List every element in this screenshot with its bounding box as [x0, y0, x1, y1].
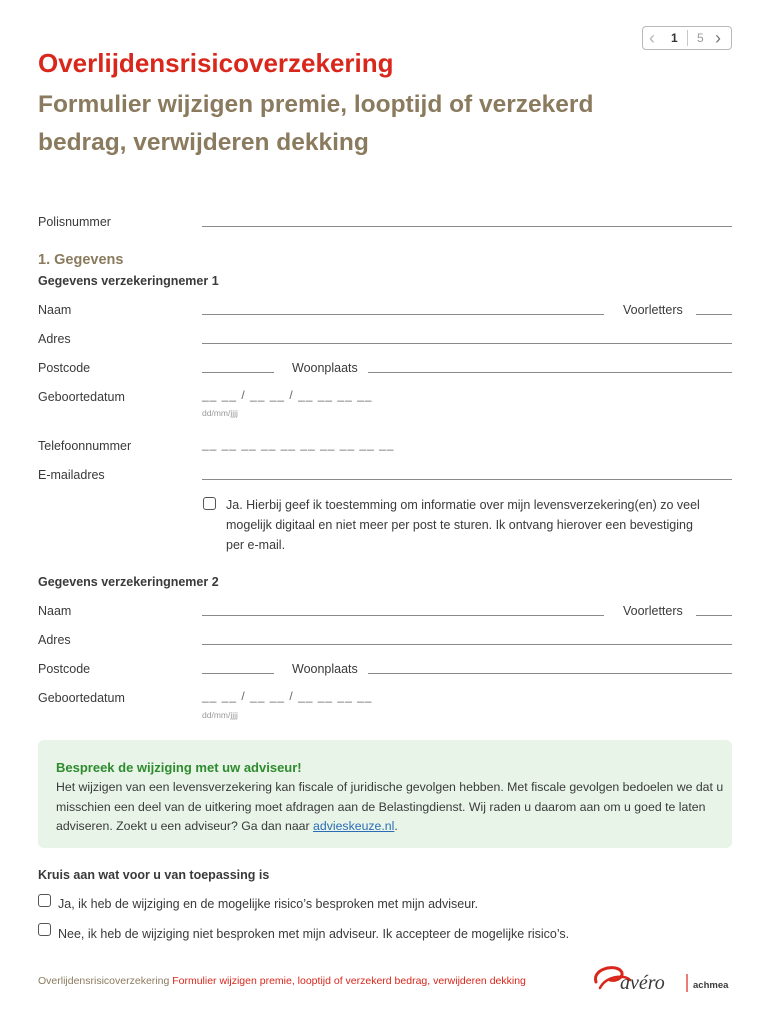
option-yes-checkbox[interactable] [38, 894, 51, 907]
vn2-geboortedatum-label: Geboortedatum [38, 691, 125, 705]
vn1-heading: Gegevens verzekeringnemer 1 [38, 274, 219, 288]
total-pages: 5 [697, 31, 704, 45]
vn1-woonplaats-field[interactable] [368, 372, 732, 373]
vn2-voorletters-label: Voorletters [623, 604, 683, 618]
option-no-checkbox[interactable] [38, 923, 51, 936]
vn1-email-field[interactable] [202, 479, 732, 480]
consent-checkbox[interactable] [203, 497, 216, 510]
vn1-voorletters-field[interactable] [696, 314, 732, 315]
vn1-voorletters-label: Voorletters [623, 303, 683, 317]
avero-achmea-logo [590, 960, 736, 1000]
vn2-naam-label: Naam [38, 604, 72, 618]
vn1-naam-label: Naam [38, 303, 72, 317]
vn2-postcode-field[interactable] [202, 673, 274, 674]
page-navigator [642, 26, 732, 50]
logo-group: achmea [693, 980, 729, 991]
pager-divider [687, 30, 688, 46]
vn1-postcode-field[interactable] [202, 372, 274, 373]
page-subtitle: Formulier wijzigen premie, looptijd of verzekerd bedrag, verwijderen dekking [38, 91, 594, 156]
polisnummer-field[interactable] [202, 226, 732, 227]
vn2-adres-label: Adres [38, 633, 71, 647]
vn1-naam-field[interactable] [202, 314, 604, 315]
advice-text [56, 778, 726, 837]
vn1-geboortedatum-field[interactable]: __ __ / __ __ / __ __ __ __ [202, 388, 373, 402]
vn1-date-hint: dd/mm/jjjj [202, 408, 238, 418]
consent-text: Ja. Hierbij geef ik toestemming om informatie over mijn levensverzekering(en) zo veel mogelijk digitaal en niet meer per post te sturen. Ik ontvang hierover een bevestiging per e-mail. [226, 498, 700, 552]
advice-box [38, 740, 732, 848]
advice-body: Het wijzigen van een levensverzekering kan fiscale of juridische gevolgen hebben. Met fiscale gevolgen bedoelen we dat u misschien een deel van de uitkering moet afdragen aan de Belastingdienst. Wij raden u daarom aan om u goed te laten adviseren. Zoekt u een adviseur? Ga dan naar [56, 780, 724, 833]
vn2-geboortedatum-field[interactable]: __ __ / __ __ / __ __ __ __ [202, 689, 373, 703]
footer-text [38, 975, 526, 987]
advieskeuze-link[interactable]: advieskeuze.nl [313, 819, 395, 833]
vn2-postcode-label: Postcode [38, 662, 91, 676]
vn1-email-label: E-mailadres [38, 468, 105, 482]
vn1-telefoon-field[interactable]: __ __ __ __ __ __ __ __ __ __ [202, 437, 395, 451]
current-page: 1 [671, 31, 678, 45]
apply-heading: Kruis aan wat voor u van toepassing is [38, 868, 270, 882]
page-title: Overlijdensrisicoverzekering [38, 48, 394, 78]
option-no-text: Nee, ik heb de wijziging niet besproken met mijn adviseur. Ik accepteer de mogelijke risico’s. [58, 927, 570, 941]
vn1-postcode-label: Postcode [38, 361, 91, 375]
logo-brand: avéro [620, 972, 665, 994]
option-yes-text: Ja, ik heb de wijziging en de mogelijke risico’s besproken met mijn adviseur. [58, 897, 479, 911]
vn1-adres-field[interactable] [202, 343, 732, 344]
advice-title: Bespreek de wijziging met uw adviseur! [56, 760, 302, 775]
vn2-heading: Gegevens verzekeringnemer 2 [38, 575, 219, 589]
vn2-date-hint: dd/mm/jjjj [202, 710, 238, 720]
footer-form: Formulier wijzigen premie, looptijd of verzekerd bedrag, verwijderen dekking [172, 975, 526, 987]
logo-swirl-icon [590, 960, 736, 1000]
vn2-woonplaats-field[interactable] [368, 673, 732, 674]
vn2-voorletters-field[interactable] [696, 615, 732, 616]
vn2-woonplaats-label: Woonplaats [292, 662, 358, 676]
chevron-right-icon[interactable]: › [715, 28, 721, 48]
vn1-woonplaats-label: Woonplaats [292, 361, 358, 375]
vn1-telefoon-label: Telefoonnummer [38, 439, 132, 453]
vn1-adres-label: Adres [38, 332, 71, 346]
advice-end: . [394, 819, 398, 833]
vn2-adres-field[interactable] [202, 644, 732, 645]
vn2-naam-field[interactable] [202, 615, 604, 616]
vn1-geboortedatum-label: Geboortedatum [38, 390, 125, 404]
footer-product: Overlijdensrisicoverzekering [38, 975, 170, 987]
polisnummer-label: Polisnummer [38, 215, 111, 229]
section-heading: 1. Gegevens [38, 252, 124, 268]
chevron-left-icon[interactable]: ‹ [649, 28, 655, 48]
